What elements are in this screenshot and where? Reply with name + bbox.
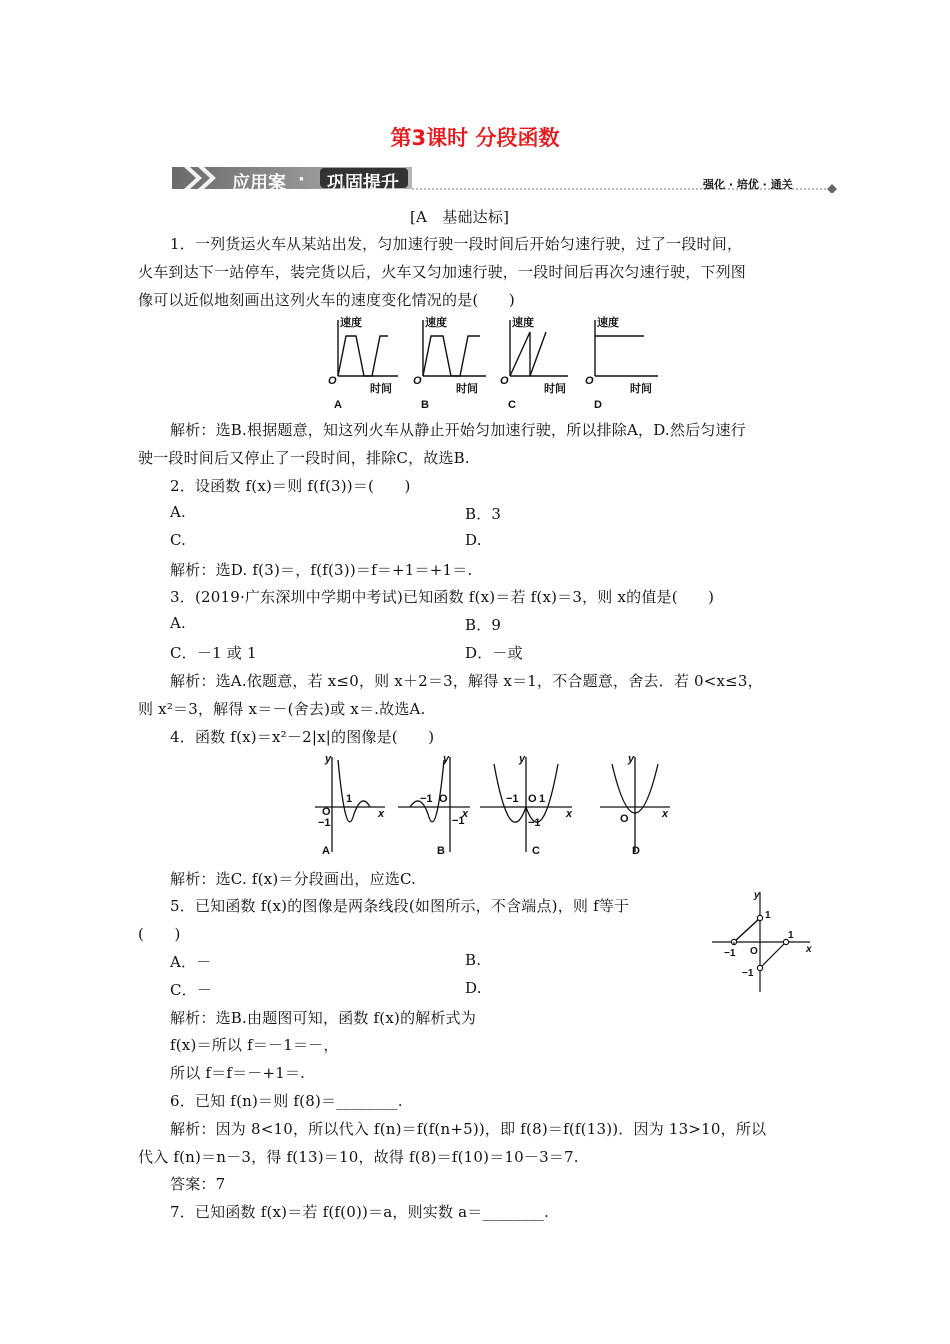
q1-label-d: D [594,399,602,411]
q1-graph-a-origin: O [328,375,337,387]
svg-text:O: O [750,946,758,957]
q1-graph-b-ylabel: 速度 [425,317,447,329]
q5-segment-graph [710,888,815,994]
banner-dot: · [298,169,305,190]
q5-option-a: A．－ [170,953,212,971]
q2-option-b: B．3 [465,505,502,523]
q1-line2: 火车到达下一站停车，装完货以后，火车又匀加速行驶，一段时间后再次匀速行驶，下列图 [138,263,747,281]
q6-stem: 6．已知 f(n)＝则 f(8)＝________. [170,1092,403,1110]
svg-text:x: x [806,944,812,955]
banner-left-text: 应用案 [232,173,286,194]
q1-graph-c-origin: O [500,375,509,387]
q2-stem: 2．设函数 f(x)＝则 f(f(3))＝( ) [170,477,411,495]
svg-text:1: 1 [539,793,546,805]
q1-graph-d-origin: O [585,375,594,387]
q6-final-answer: 答案：7 [170,1175,226,1193]
q1-line1: 1．一列货运火车从某站出发，匀加速行驶一段时间后开始匀速行驶，过了一段时间， [170,235,743,253]
q1-answer-line1: 解析：选B.根据题意，知这列火车从静止开始匀加速行驶，所以排除A，D.然后匀速行 [170,421,746,439]
q1-label-c: C [508,399,516,411]
svg-text:x: x [662,808,669,820]
svg-text:y: y [325,753,332,765]
q2-option-d: D. [465,531,482,549]
page-title: 第3课时 分段函数 [390,126,560,150]
q4-label-c: C [532,845,540,857]
svg-text:−1: −1 [724,948,736,959]
q2-option-a: A. [170,503,187,521]
q2-option-c: C. [170,531,187,549]
svg-text:−1: −1 [506,793,519,805]
q4-answer: 解析：选C. f(x)＝分段画出，应选C. [170,870,417,888]
q4-label-a: A [322,845,330,857]
svg-text:y: y [443,753,450,765]
svg-text:1: 1 [788,930,794,941]
q3-stem: 3．(2019·广东深圳中学期中考试)已知函数 f(x)＝若 f(x)＝3，则 x的值是( ) [170,588,715,606]
q4-stem: 4．函数 f(x)＝x²－2|x|的图像是( ) [170,728,435,746]
q1-label-a: A [334,399,342,411]
q1-graph-b-origin: O [413,375,422,387]
q5-answer-line1: 解析：选B.由题图可知，函数 f(x)的解析式为 [170,1009,477,1027]
q3-option-a: A. [170,614,187,632]
svg-text:−1: −1 [452,815,465,827]
banner-tag: 强化 · 培优 · 通关 [703,178,793,191]
q6-answer-line1: 解析：因为 8<10，所以代入 f(n)＝f(f(n+5))，即 f(8)＝f(f(13))．因为 13>10，所以 [170,1120,767,1138]
q1-speed-graphs [318,312,688,412]
svg-text:y: y [754,890,760,901]
q3-answer-line2: 则 x²＝3，解得 x＝－(舍去)或 x＝.故选A. [138,700,426,718]
q1-graph-c-xlabel: 时间 [544,383,566,395]
q1-answer-line2: 驶一段时间后又停止了一段时间，排除C，故选B. [138,449,470,467]
q4-label-b: B [437,845,445,857]
q1-graph-a-xlabel: 时间 [370,383,392,395]
svg-text:1: 1 [346,793,353,805]
q1-label-b: B [421,399,429,411]
q3-option-c: C．－1 或 1 [170,644,257,662]
svg-text:y: y [519,753,526,765]
svg-text:O: O [620,813,629,825]
q3-option-b: B．9 [465,616,502,634]
svg-text:O: O [439,793,448,805]
q3-answer-line1: 解析：选A.依题意，若 x≤0，则 x＋2＝3，解得 x＝1，不合题意，舍去．若 0<x≤3， [170,672,763,690]
q5-option-b: B. [465,951,482,969]
q5-stem-line1: 5．已知函数 f(x)的图像是两条线段(如图所示，不含端点)，则 f等于 [170,897,630,915]
q7-stem: 7．已知函数 f(x)＝若 f(f(0))＝a，则实数 a＝________. [170,1203,550,1221]
q1-graph-d-ylabel: 速度 [597,317,619,329]
svg-text:y: y [628,753,635,765]
svg-text:x: x [462,808,469,820]
q1-graph-c-ylabel: 速度 [512,317,534,329]
svg-text:O: O [322,806,331,818]
svg-text:x: x [566,808,573,820]
section-heading: [A 基础达标] [410,208,510,226]
q1-graph-d-xlabel: 时间 [630,383,652,395]
q5-option-d: D. [465,979,482,997]
q4-label-d: D [632,845,640,857]
svg-text:−1: −1 [420,793,433,805]
svg-text:−1: −1 [742,968,754,979]
q5-option-c: C．－ [170,981,213,999]
q1-line3: 像可以近似地刻画出这列火车的速度变化情况的是( ) [138,291,515,309]
q4-function-graphs [310,752,680,860]
svg-text:O: O [528,793,537,805]
banner-right-text: 巩固提升 [327,173,399,194]
q1-graph-a-ylabel: 速度 [340,317,362,329]
svg-text:−1: −1 [318,817,331,829]
q5-answer-line2: f(x)＝所以 f＝－1＝－， [170,1036,339,1054]
q5-stem-line2: ( ) [138,925,181,943]
svg-text:x: x [378,808,385,820]
q3-option-d: D．－或 [465,644,523,662]
q5-answer-line3: 所以 f＝f＝－+1＝. [170,1064,306,1082]
svg-text:−1: −1 [528,817,541,829]
svg-text:1: 1 [765,910,771,921]
q6-answer-line2: 代入 f(n)＝n－3，得 f(13)＝10，故得 f(8)＝f(10)＝10－3＝7. [138,1148,579,1166]
q1-graph-b-xlabel: 时间 [456,383,478,395]
q2-answer: 解析：选D. f(3)＝，f(f(3))＝f＝+1＝+1＝. [170,561,473,579]
